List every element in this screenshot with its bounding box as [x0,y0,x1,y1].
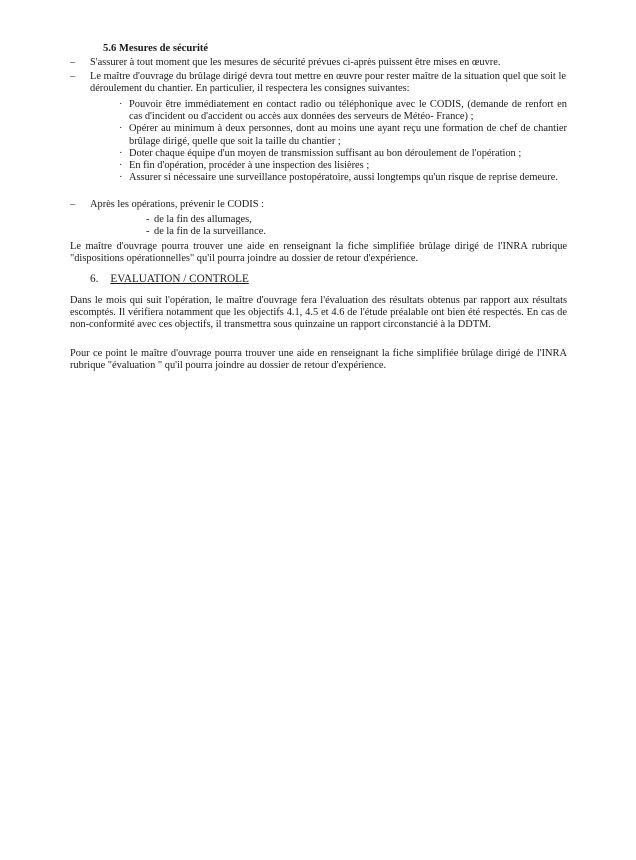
consigne-text: Pouvoir être immédiatement en contact radio ou téléphonique avec le CODIS, (demande de renfort en cas d'incident ou d'accident ou accès aux données des serveurs de Météo- France) ; [129,99,567,123]
after-ops-item-text: de la fin de la surveillance. [154,226,266,238]
sub-dash: - [146,226,150,238]
consigne-text: Doter chaque équipe d'un moyen de transmission suffisant au bon déroulement de l'opération ; [129,147,522,159]
security-item-2: Le maître d'ouvrage du brûlage dirigé devra tout mettre en œuvre pour rester maître de la situation quel que soit le déroulement du chantier. En particulier, il respectera les consignes suivantes: [90,71,566,95]
sub-dash: - [146,214,150,225]
security-item-1: S'assurer à tout moment que les mesures de sécurité prévues ci-après puissent être mises en œuvre. [90,57,501,68]
consigne-item [119,99,567,123]
section-6-heading [90,273,249,285]
after-ops-text: Après les opérations, prévenir le CODIS : [90,199,265,210]
section-5-6-heading: 5.6 Mesures de sécurité [103,43,209,54]
consigne-item [119,123,567,147]
evaluation-paragraph-2: Pour ce point le maître d'ouvrage pourra trouver une aide en renseignant la fiche simplifiée brûlage dirigé de l'INRA rubrique "évaluation " qu'il pourra joindre au dossier de retour d'expérience. [70,348,567,372]
section-6-title: EVALUATION / CONTROLE [110,273,249,285]
after-ops-item [146,214,266,226]
sub-bullet: · [119,172,123,184]
consigne-item [119,160,567,172]
sub-bullet: · [119,147,123,159]
after-ops-item-text: de la fin des allumages, [154,214,252,225]
section-6-number: 6. [90,273,99,285]
consigne-item [119,172,567,184]
consigne-text: Opérer au minimum à deux personnes, dont au moins une ayant reçu une formation de chef de chantier brûlage dirigé, quelle que soit la taille du chantier ; [129,123,567,147]
consignes-list [119,99,567,184]
bullet-dash: – [70,199,76,210]
after-ops-list [146,214,266,238]
sub-bullet: · [119,123,123,135]
evaluation-paragraph-1: Dans le mois qui suit l'opération, le maître d'ouvrage fera l'évaluation des résultats obtenus par rapport aux résultats escomptés. Il vérifiera notamment que les objectifs 4.1, 4.5 et 4.6 de l'étude préalable ont bien été respectés. En cas de non-conformité avec ces objectifs, il transmettra sous quinzaine un rapport circonstancié à la DDTM. [70,295,567,331]
sub-bullet: · [119,160,123,172]
after-ops-item [146,226,266,238]
consigne-text: En fin d'opération, procéder à une inspection des lisières ; [129,160,370,172]
closing-paragraph: Le maître d'ouvrage pourra trouver une aide en renseignant la fiche simplifiée brûlage dirigé de l'INRA rubrique "dispositions opérationnelles" qu'il pourra joindre au dossier de retour d'expérience. [70,241,567,265]
bullet-dash: – [70,71,76,82]
bullet-dash: – [70,57,76,68]
sub-bullet: · [119,99,123,110]
consigne-item [119,148,567,160]
consigne-text: Assurer si nécessaire une surveillance postopératoire, aussi longtemps qu'un risque de reprise demeure. [129,172,558,184]
